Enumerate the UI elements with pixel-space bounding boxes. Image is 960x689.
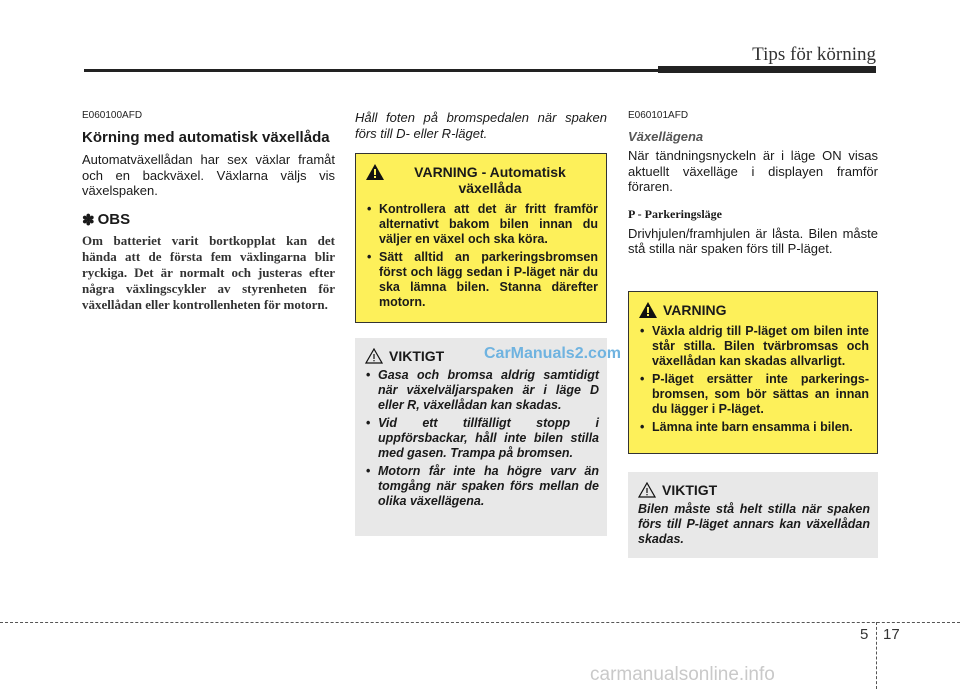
obs-body: Om batteriet varit bortkopplat kan det hända att de första fem växlingarna blir ryckiga. Det är normalt och justeras efter några växlingscykler av styrenheten för växellådan eller kontrollenheten för motorn. xyxy=(82,232,335,312)
list-item: • Kontrollera att det är fritt framför alternativt bakom bilen innan du väljer en växel och ska köra. xyxy=(366,202,598,247)
viktigt-text: Bilen måste stå helt stilla när spaken förs till P-läget annars kan växellådan skadas. xyxy=(638,502,870,546)
section-body: När tändningsnyckeln är i läge ON visas aktuellt växelläge i displayen framför föraren. xyxy=(628,148,878,194)
column-left xyxy=(82,110,335,313)
warning-triangle-icon xyxy=(639,302,657,318)
warning-box-automatic xyxy=(355,153,607,323)
section-heading: Körning med automatisk växellåda xyxy=(82,129,330,146)
list-item: • Motorn får inte ha högre varv än tomgång när spaken förs mellan de olika växellägena. xyxy=(365,464,599,509)
viktigt-box-park xyxy=(628,472,878,558)
viktigt-header xyxy=(638,482,870,498)
note-star-icon: ✽ xyxy=(82,211,95,229)
section-body: Automatväxellådan har sex växlar framåt och en backväxel. Växlarna väljs vis växelspaken. xyxy=(82,152,335,198)
section-subheading: Växellägena xyxy=(628,129,704,144)
header-rule-accent xyxy=(658,66,876,73)
brake-instruction: Håll foten på bromspedalen när spaken förs till D- eller R-läget. xyxy=(355,110,607,141)
viktigt-title: VIKTIGT xyxy=(662,482,718,498)
caution-triangle-icon xyxy=(638,482,656,498)
p-position-body: Drivhjulen/framhjulen är låsta. Bilen måste stå stilla när spaken förs till P-läget. xyxy=(628,225,878,256)
viktigt-box-gas-brake xyxy=(355,338,607,536)
footer-site-watermark: carmanualsonline.info xyxy=(590,664,775,685)
warning-title: VARNING xyxy=(663,302,727,318)
column-right xyxy=(628,110,878,257)
section-code: E060101AFD xyxy=(628,110,689,121)
list-item: • Sätt alltid an parkeringsbromsen först och lägg sedan i P-läget när du ska lämna bilen. Stanna därefter motorn. xyxy=(366,250,598,310)
footer-divider xyxy=(876,622,877,689)
caution-triangle-icon xyxy=(365,348,383,364)
warning-header xyxy=(366,164,598,196)
warning-header xyxy=(639,302,869,318)
page-number: 17 xyxy=(883,626,900,643)
warning-list xyxy=(639,324,869,435)
viktigt-title: VIKTIGT xyxy=(389,348,445,364)
warning-box-park xyxy=(628,291,878,454)
viktigt-list xyxy=(365,368,599,509)
list-item: • P-läget ersätter inte parkerings-bromsen, som bör sättas an innan du lägger i P-läget. xyxy=(639,372,869,417)
section-code: E060100AFD xyxy=(82,110,143,121)
list-item: • Gasa och bromsa aldrig samtidigt när växelväljarspaken är i läge D eller R, växellådan kan skadas. xyxy=(365,368,599,413)
watermark-logo: CarManuals2.com xyxy=(484,345,621,362)
warning-triangle-icon xyxy=(366,164,384,180)
column-middle xyxy=(355,110,607,141)
chapter-number: 5 xyxy=(860,626,869,643)
list-item: • Vid ett tillfälligt stopp i uppförsbackar, håll inte bilen stilla med gasen. Trampa på bromsen. xyxy=(365,416,599,461)
list-item: • Växla aldrig till P-läget om bilen inte står stilla. Bilen tvärbromsas och växellådan kan skadas allvarligt. xyxy=(639,324,869,369)
list-item: • Lämna inte barn ensamma i bilen. xyxy=(639,420,869,435)
warning-list xyxy=(366,202,598,310)
footer-rule xyxy=(0,622,960,623)
p-position-heading: P - Parkeringsläge xyxy=(628,206,722,221)
warning-title: VARNING - Automatisk växellåda xyxy=(414,164,566,196)
page-header-title: Tips för körning xyxy=(752,44,876,65)
obs-title: OBS xyxy=(97,211,131,228)
obs-heading xyxy=(82,211,335,229)
